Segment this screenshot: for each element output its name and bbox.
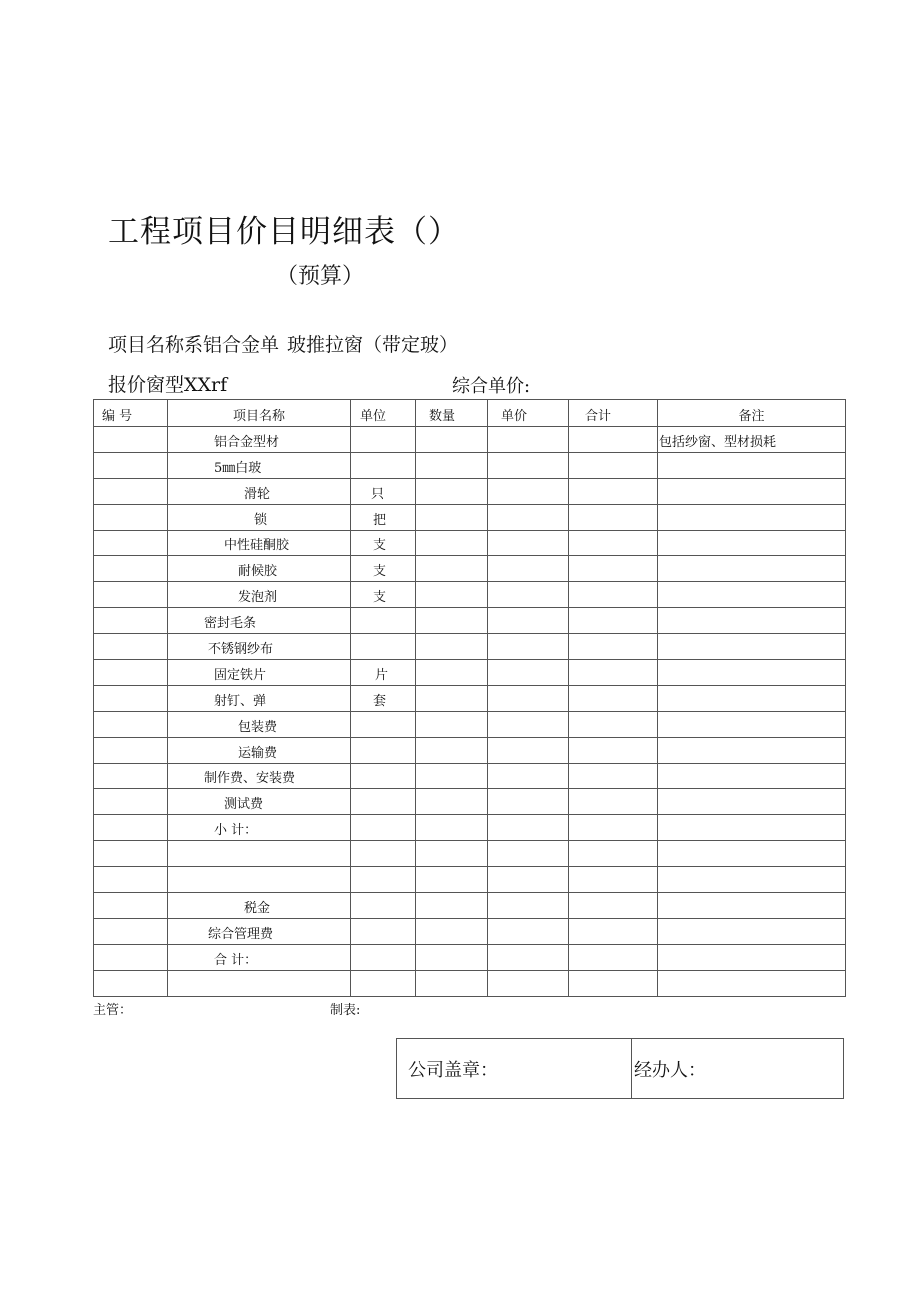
row-unit (351, 893, 416, 919)
row-item-name: 运输费 (168, 737, 351, 763)
row-note (658, 608, 846, 634)
row-qty-cell (416, 556, 488, 582)
row-qty-cell (416, 660, 488, 686)
table-header-row (94, 400, 846, 427)
header-note: 备注 (658, 400, 846, 427)
row-no-cell (94, 867, 168, 893)
row-qty-cell (416, 582, 488, 608)
row-total-cell (569, 737, 658, 763)
row-total-cell (569, 711, 658, 737)
row-price-cell (488, 556, 569, 582)
row-qty-cell (416, 478, 488, 504)
row-no-cell (94, 685, 168, 711)
row-item-name: 耐候胶 (168, 556, 351, 582)
row-qty-cell (416, 944, 488, 970)
row-note (658, 815, 846, 841)
row-item-name: 射钉、弹 (168, 685, 351, 711)
table-row (94, 660, 846, 686)
row-unit (351, 634, 416, 660)
row-qty-cell (416, 763, 488, 789)
row-total-cell (569, 918, 658, 944)
table-row (94, 970, 846, 996)
row-note (658, 970, 846, 996)
row-unit: 把 (351, 504, 416, 530)
row-total-cell (569, 556, 658, 582)
row-no-cell (94, 582, 168, 608)
seal-signature-box (396, 1038, 844, 1099)
row-price-cell (488, 504, 569, 530)
row-item-name: 综合管理费 (168, 918, 351, 944)
row-total-cell (569, 530, 658, 556)
window-type-label: 报价窗型XXrf (108, 374, 228, 396)
row-no-cell (94, 815, 168, 841)
header-price: 单价 (488, 400, 569, 427)
row-note (658, 634, 846, 660)
row-price-cell (488, 452, 569, 478)
row-no-cell (94, 711, 168, 737)
row-item-name: 铝合金型材 (168, 427, 351, 453)
row-no-cell (94, 634, 168, 660)
row-item-name: 固定铁片 (168, 660, 351, 686)
row-total-cell (569, 893, 658, 919)
row-no-cell (94, 944, 168, 970)
table-row (94, 556, 846, 582)
table-row (94, 867, 846, 893)
header-no: 编 号 (94, 400, 168, 427)
table-row (94, 504, 846, 530)
row-price-cell (488, 427, 569, 453)
project-name-line (108, 330, 458, 357)
row-note (658, 530, 846, 556)
row-unit (351, 815, 416, 841)
table-row (94, 478, 846, 504)
row-no-cell (94, 530, 168, 556)
row-qty-cell (416, 737, 488, 763)
row-item-name: 滑轮 (168, 478, 351, 504)
row-no-cell (94, 504, 168, 530)
project-name-suffix: 玻推拉窗（带定玻） (287, 334, 459, 356)
row-unit: 片 (351, 660, 416, 686)
row-total-cell (569, 582, 658, 608)
row-no-cell (94, 970, 168, 996)
table-row (94, 815, 846, 841)
row-item-name (168, 970, 351, 996)
row-no-cell (94, 660, 168, 686)
row-unit (351, 452, 416, 478)
row-unit: 只 (351, 478, 416, 504)
row-item-name: 不锈钢纱布 (168, 634, 351, 660)
row-qty-cell (416, 530, 488, 556)
row-unit (351, 918, 416, 944)
row-no-cell (94, 893, 168, 919)
row-total-cell (569, 970, 658, 996)
row-note (658, 504, 846, 530)
row-item-name: 合 计： (168, 944, 351, 970)
row-item-name: 发泡剂 (168, 582, 351, 608)
row-note (658, 478, 846, 504)
row-note (658, 660, 846, 686)
row-qty-cell (416, 893, 488, 919)
row-no-cell (94, 789, 168, 815)
row-qty-cell (416, 452, 488, 478)
row-price-cell (488, 634, 569, 660)
row-no-cell (94, 452, 168, 478)
row-total-cell (569, 660, 658, 686)
row-unit: 支 (351, 582, 416, 608)
row-unit (351, 737, 416, 763)
row-qty-cell (416, 427, 488, 453)
row-total-cell (569, 841, 658, 867)
row-note (658, 452, 846, 478)
composite-price-label: 综合单价: (452, 376, 531, 397)
table-row (94, 944, 846, 970)
supervisor-label: 主管： (93, 1003, 133, 1018)
table-row (94, 582, 846, 608)
row-unit (351, 970, 416, 996)
row-qty-cell (416, 711, 488, 737)
row-no-cell (94, 478, 168, 504)
row-item-name: 测试费 (168, 789, 351, 815)
row-item-name: 锁 (168, 504, 351, 530)
row-no-cell (94, 556, 168, 582)
row-price-cell (488, 893, 569, 919)
document-title: 工程项目价目明细表（） (108, 214, 460, 250)
row-item-name: 包装费 (168, 711, 351, 737)
table-row (94, 841, 846, 867)
company-seal-label: 公司盖章： (397, 1039, 632, 1098)
row-total-cell (569, 815, 658, 841)
row-item-name (168, 867, 351, 893)
row-qty-cell (416, 608, 488, 634)
row-item-name: 税金 (168, 893, 351, 919)
row-total-cell (569, 789, 658, 815)
row-price-cell (488, 660, 569, 686)
row-no-cell (94, 608, 168, 634)
table-row (94, 685, 846, 711)
preparer-label: 制表: (330, 1003, 361, 1018)
row-price-cell (488, 711, 569, 737)
row-note (658, 685, 846, 711)
row-unit (351, 944, 416, 970)
header-unit: 单位 (351, 400, 416, 427)
row-note: 包括纱窗、型材损耗 (658, 427, 846, 453)
table-row (94, 530, 846, 556)
document-subtitle: （预算） (276, 264, 365, 289)
row-note (658, 789, 846, 815)
row-note (658, 737, 846, 763)
row-price-cell (488, 530, 569, 556)
row-price-cell (488, 789, 569, 815)
row-total-cell (569, 763, 658, 789)
row-unit (351, 867, 416, 893)
row-unit (351, 841, 416, 867)
row-qty-cell (416, 634, 488, 660)
header-name: 项目名称 (168, 400, 351, 427)
row-item-name (168, 841, 351, 867)
row-total-cell (569, 685, 658, 711)
row-price-cell (488, 815, 569, 841)
row-note (658, 582, 846, 608)
row-total-cell (569, 608, 658, 634)
row-price-cell (488, 685, 569, 711)
row-qty-cell (416, 685, 488, 711)
row-price-cell (488, 918, 569, 944)
row-qty-cell (416, 504, 488, 530)
row-price-cell (488, 737, 569, 763)
row-unit: 支 (351, 556, 416, 582)
row-price-cell (488, 608, 569, 634)
row-unit: 套 (351, 685, 416, 711)
row-note (658, 918, 846, 944)
row-total-cell (569, 478, 658, 504)
row-total-cell (569, 634, 658, 660)
table-row (94, 763, 846, 789)
row-item-name: 中性硅酮胶 (168, 530, 351, 556)
row-unit (351, 608, 416, 634)
row-price-cell (488, 763, 569, 789)
row-total-cell (569, 427, 658, 453)
row-note (658, 893, 846, 919)
row-no-cell (94, 763, 168, 789)
row-price-cell (488, 944, 569, 970)
table-row (94, 427, 846, 453)
row-price-cell (488, 970, 569, 996)
project-name-prefix: 项目名称系铝合金单 (108, 334, 280, 356)
table-row (94, 789, 846, 815)
row-total-cell (569, 867, 658, 893)
row-item-name: 制作费、安装费 (168, 763, 351, 789)
row-unit (351, 711, 416, 737)
row-total-cell (569, 504, 658, 530)
header-qty: 数量 (416, 400, 488, 427)
row-note (658, 556, 846, 582)
row-unit (351, 789, 416, 815)
row-qty-cell (416, 970, 488, 996)
table-row (94, 608, 846, 634)
row-item-name: 小 计： (168, 815, 351, 841)
row-note (658, 763, 846, 789)
row-price-cell (488, 841, 569, 867)
row-no-cell (94, 841, 168, 867)
handler-label: 经办人： (634, 1059, 706, 1081)
table-row (94, 918, 846, 944)
row-item-name: 密封毛条 (168, 608, 351, 634)
row-total-cell (569, 944, 658, 970)
row-item-name: 5㎜白玻 (168, 452, 351, 478)
row-total-cell (569, 452, 658, 478)
row-price-cell (488, 867, 569, 893)
row-note (658, 841, 846, 867)
row-price-cell (488, 478, 569, 504)
table-row (94, 452, 846, 478)
table-row (94, 893, 846, 919)
row-no-cell (94, 427, 168, 453)
row-price-cell (488, 582, 569, 608)
row-unit: 支 (351, 530, 416, 556)
row-qty-cell (416, 841, 488, 867)
price-detail-table (93, 399, 846, 997)
row-qty-cell (416, 815, 488, 841)
row-no-cell (94, 918, 168, 944)
table-row (94, 737, 846, 763)
row-qty-cell (416, 789, 488, 815)
row-note (658, 711, 846, 737)
row-qty-cell (416, 918, 488, 944)
table-row (94, 711, 846, 737)
row-no-cell (94, 737, 168, 763)
table-row (94, 634, 846, 660)
row-qty-cell (416, 867, 488, 893)
row-unit (351, 427, 416, 453)
header-total: 合计 (569, 400, 658, 427)
row-note (658, 944, 846, 970)
row-note (658, 867, 846, 893)
row-unit (351, 763, 416, 789)
